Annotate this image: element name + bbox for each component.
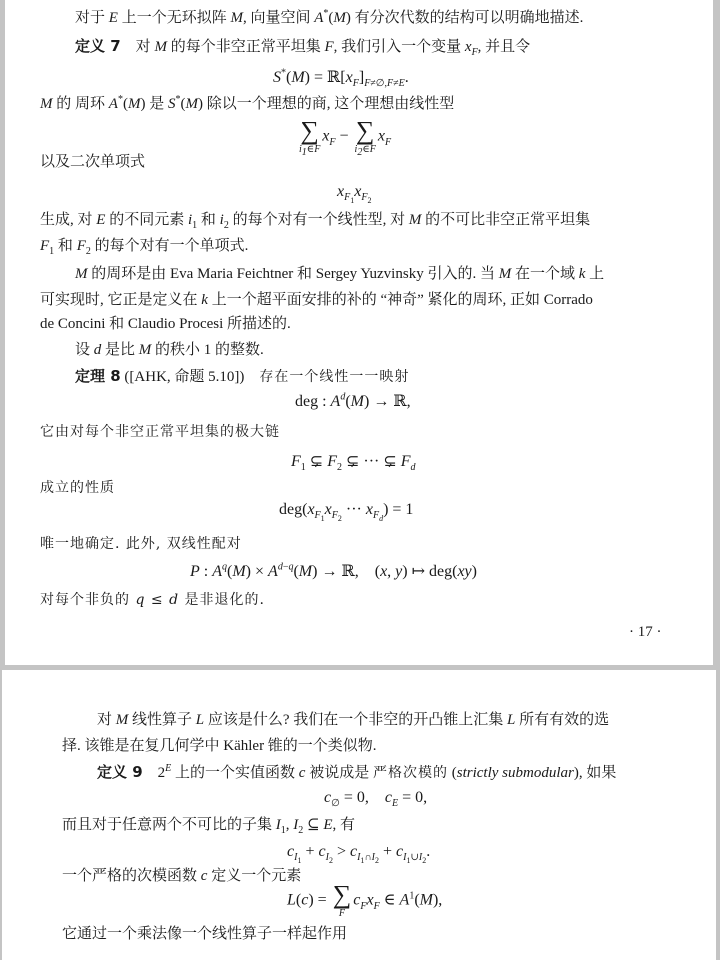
paragraph-line: 可实现时, 它正是定义在 k 上一个超平面安排的补的 “神奇” 紧化的周环, 正如 Corrado xyxy=(40,292,593,308)
paragraph-line: de Concini 和 Claudio Procesi 所描述的. xyxy=(40,316,291,332)
definition-label: 定义 9 xyxy=(97,763,143,781)
definition-label: 定义 7 xyxy=(75,37,121,55)
equation-bilinear-pairing: P : $A^q(M) \times A^{d-q}(M)$ → ℝ, (x, y) ↦ deg(xy) xyxy=(190,561,477,580)
paragraph-line: 对于 E 上一个无环拟阵 M, 向量空间 A*(M) 有分次代数的结构可以明确地描述. xyxy=(75,8,584,26)
document-page-18 xyxy=(2,670,716,960)
paragraph-line: 它通过一个乘法像一个线性算子一样起作用 xyxy=(62,926,348,942)
paragraph-line: 它由对每个非空正常平坦集的极大链 xyxy=(40,424,280,440)
paragraph-line: $F_1$ 和 $F_2$ 的每个对有一个单项式. xyxy=(40,238,249,257)
equation-S-of-M: $S^*(M) = ℝ[x_F]_{F\ne\emptyset,F\ne E}$. xyxy=(273,67,409,90)
paragraph-line: 一个严格的次模函数 c 定义一个元素 xyxy=(62,868,302,884)
paragraph-line: 择. 该锥是在复几何学中 Kähler 锥的一个类似物. xyxy=(62,738,377,754)
paragraph-line: 对 M 线性算子 L 应该是什么? 我们在一个非空的开凸锥上汇集 L 所有有效的选 xyxy=(97,712,610,728)
paragraph-line: 对每个非负的 q ≤ d 是非退化的. xyxy=(40,592,265,608)
equation-linear-form: ∑ $i_1\in F$ $x_F$ − ∑ $i_2\in F$ $x_F$ xyxy=(299,116,392,158)
equation-boundary-conditions: $c_\emptyset = 0$, $c_E = 0$, xyxy=(324,789,428,810)
page-number: · 17 · xyxy=(629,624,662,640)
citation-link[interactable]: ([AHK, 命题 5.10]) xyxy=(124,369,245,385)
equation-maximal-chain: $F_1$ ⊊ $F_2$ ⊊ ··· ⊊ $F_d$ xyxy=(291,453,416,474)
equation-submodular-inequality: $c_{I_1} + c_{I_2} > c_{I_1\cap I_2} + c_{I_1\cup I_2}$. xyxy=(287,843,431,866)
paragraph-line: 生成, 对 E 的不同元素 $i_1$ 和 $i_2$ 的每个对有一个线性型, 对 M 的不可比非空正常平坦集 xyxy=(40,212,591,231)
paragraph-line: 成立的性质 xyxy=(40,480,115,496)
equation-quadratic-monomial: $x_{F_1}x_{F_2}$ xyxy=(337,183,372,206)
paragraph-line: M 的周环是由 Eva Maria Feichtner 和 Sergey Yuzvinsky 引入的. 当 M 在一个域 k 上 xyxy=(75,266,605,282)
theorem-8: 定理 8 ([AHK, 命题 5.10]) 存在一个线性一一映射 xyxy=(75,367,410,385)
equation-deg-map: deg : $A^d(M)$ → ℝ, xyxy=(295,391,411,410)
paragraph-line: 以及二次单项式 xyxy=(40,154,146,170)
paragraph-line: 设 d 是比 M 的秩小 1 的整数. xyxy=(75,342,264,358)
equation-deg-normalization: $deg(x_{F_1}x_{F_2}$ ··· $x_{F_d}) = 1$ xyxy=(279,501,414,524)
definition-7: 定义 7 对 M 的每个非空正常平坦集 F, 我们引入一个变量 $x_F$, 并且令 xyxy=(75,37,531,58)
paragraph-line: 而且对于任意两个不可比的子集 $I_1$, $I_2$ ⊆ E, 有 xyxy=(62,817,356,836)
equation-L-of-c: L(c) = ∑ F $c_Fx_F$ ∈ $A^1(M)$, xyxy=(287,880,443,919)
paragraph-line: M 的 周环 A*(M) 是 S*(M) 除以一个理想的商, 这个理想由线性型 xyxy=(40,94,455,112)
paragraph-line: 唯一地确定. 此外, 双线性配对 xyxy=(40,536,242,552)
theorem-label: 定理 8 xyxy=(75,367,121,385)
definition-9: 定义 9 $2^E$ 上的一个实值函数 c 被说成是 严格次模的 (strictly submodular), 如果 xyxy=(97,763,617,781)
document-page-17 xyxy=(5,0,713,665)
